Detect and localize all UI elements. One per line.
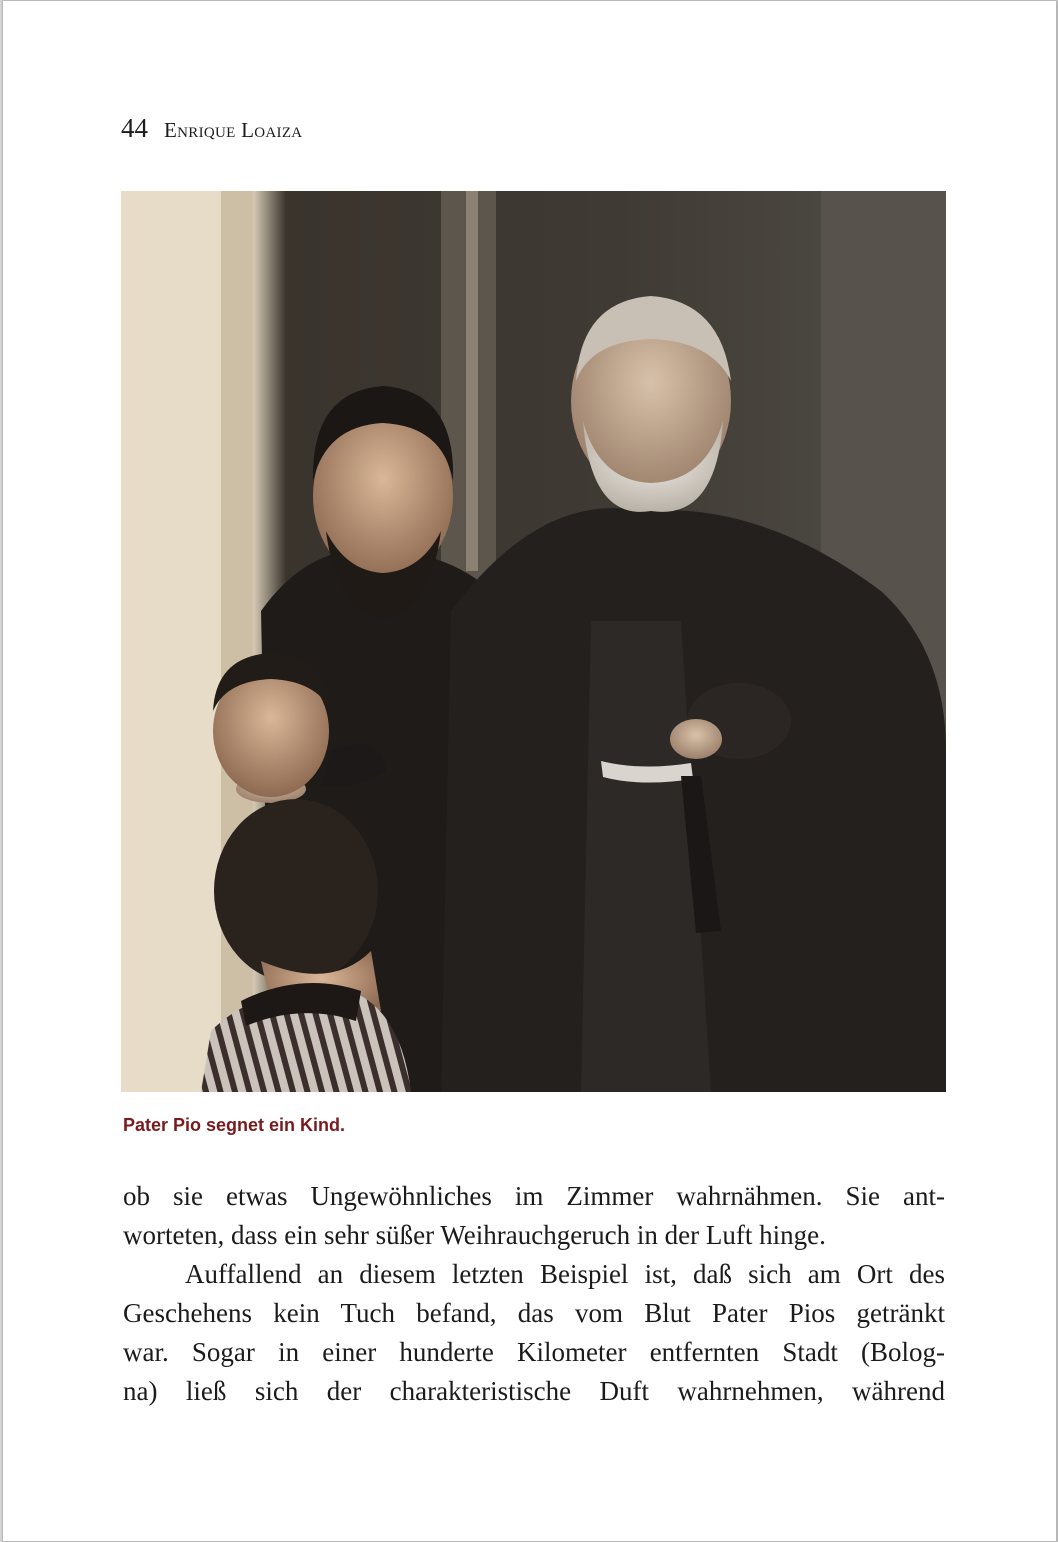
page-number: 44 [121,113,148,143]
running-head [121,113,302,144]
book-page [2,0,1057,1542]
photograph [121,191,946,1092]
author-name: Enrique Loaiza [164,118,303,142]
text-line: worteten, dass ein sehr süßer Weihrauchgeruch in der Luft hinge. [123,1220,826,1250]
text-line: war. Sogar in einer hunderte Kilometer entfernten Stadt (Bolog- [123,1337,945,1367]
text-line: ob sie etwas Ungewöhnliches im Zimmer wahrnähmen. Sie ant- [123,1181,945,1211]
photo-caption: Pater Pio segnet ein Kind. [123,1115,346,1135]
text-line: Geschehens kein Tuch befand, das vom Blut Pater Pios getränkt [123,1298,945,1328]
photo-illustration [121,191,946,1092]
text-line: Auffallend an diesem letzten Beispiel ist, daß sich am Ort des [185,1259,945,1289]
text-line: na) ließ sich der charakteristische Duft wahrnehmen, während [123,1376,945,1406]
body-text [123,1177,945,1411]
